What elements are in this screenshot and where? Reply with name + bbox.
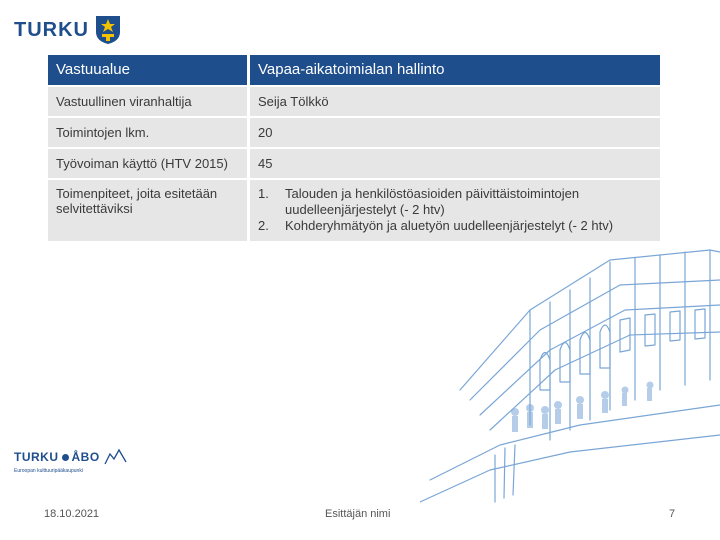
logo-text: TURKU [14,18,89,41]
list-item [258,186,652,218]
turku-logo [14,14,121,46]
table-cell-label: Toimenpiteet, joita esitetään selvitettäviksi [48,180,250,243]
list-item-number: 1. [258,186,269,201]
table-cell-value: Vapaa-aikatoimialan hallinto [250,55,660,87]
table-cell-value: Seija Tölkkö [250,87,660,118]
info-table [48,55,660,243]
building-illustration [420,240,720,510]
page-number: 7 [669,508,676,520]
table-cell-value: 20 [250,118,660,149]
turku-abo-logo [14,448,134,484]
table-row [48,118,660,149]
list-item-text: Kohderyhmätyön ja aluetyön uudelleenjärjestelyt (- 2 htv) [285,218,614,233]
logo-left-text: TURKU [14,450,59,464]
logo-dot-icon [62,454,69,461]
list-item-number: 2. [258,218,269,233]
table-cell-value [250,180,660,243]
list-item [258,218,652,234]
table-row [48,149,660,180]
flame-icon [102,448,128,466]
logo-subtitle: Euroopan kulttuuripääkaupunki [14,468,83,474]
table-cell-label: Vastuualue [48,55,250,87]
table-cell-value: 45 [250,149,660,180]
table-cell-label: Toimintojen lkm. [48,118,250,149]
measures-list [258,186,652,234]
footer-presenter: Esittäjän nimi [325,508,391,520]
coat-of-arms-icon [95,15,121,45]
table-header-row [48,55,660,87]
table-row [48,87,660,118]
logo-right-text: ÅBO [71,450,100,464]
list-item-text: Talouden ja henkilöstöasioiden päivittäistoimintojen uudelleenjärjestelyt (- 2 htv) [285,186,580,217]
table-cell-label: Vastuullinen viranhaltija [48,87,250,118]
table-row [48,180,660,243]
table-cell-label: Työvoiman käyttö (HTV 2015) [48,149,250,180]
footer-date: 18.10.2021 [44,508,100,520]
